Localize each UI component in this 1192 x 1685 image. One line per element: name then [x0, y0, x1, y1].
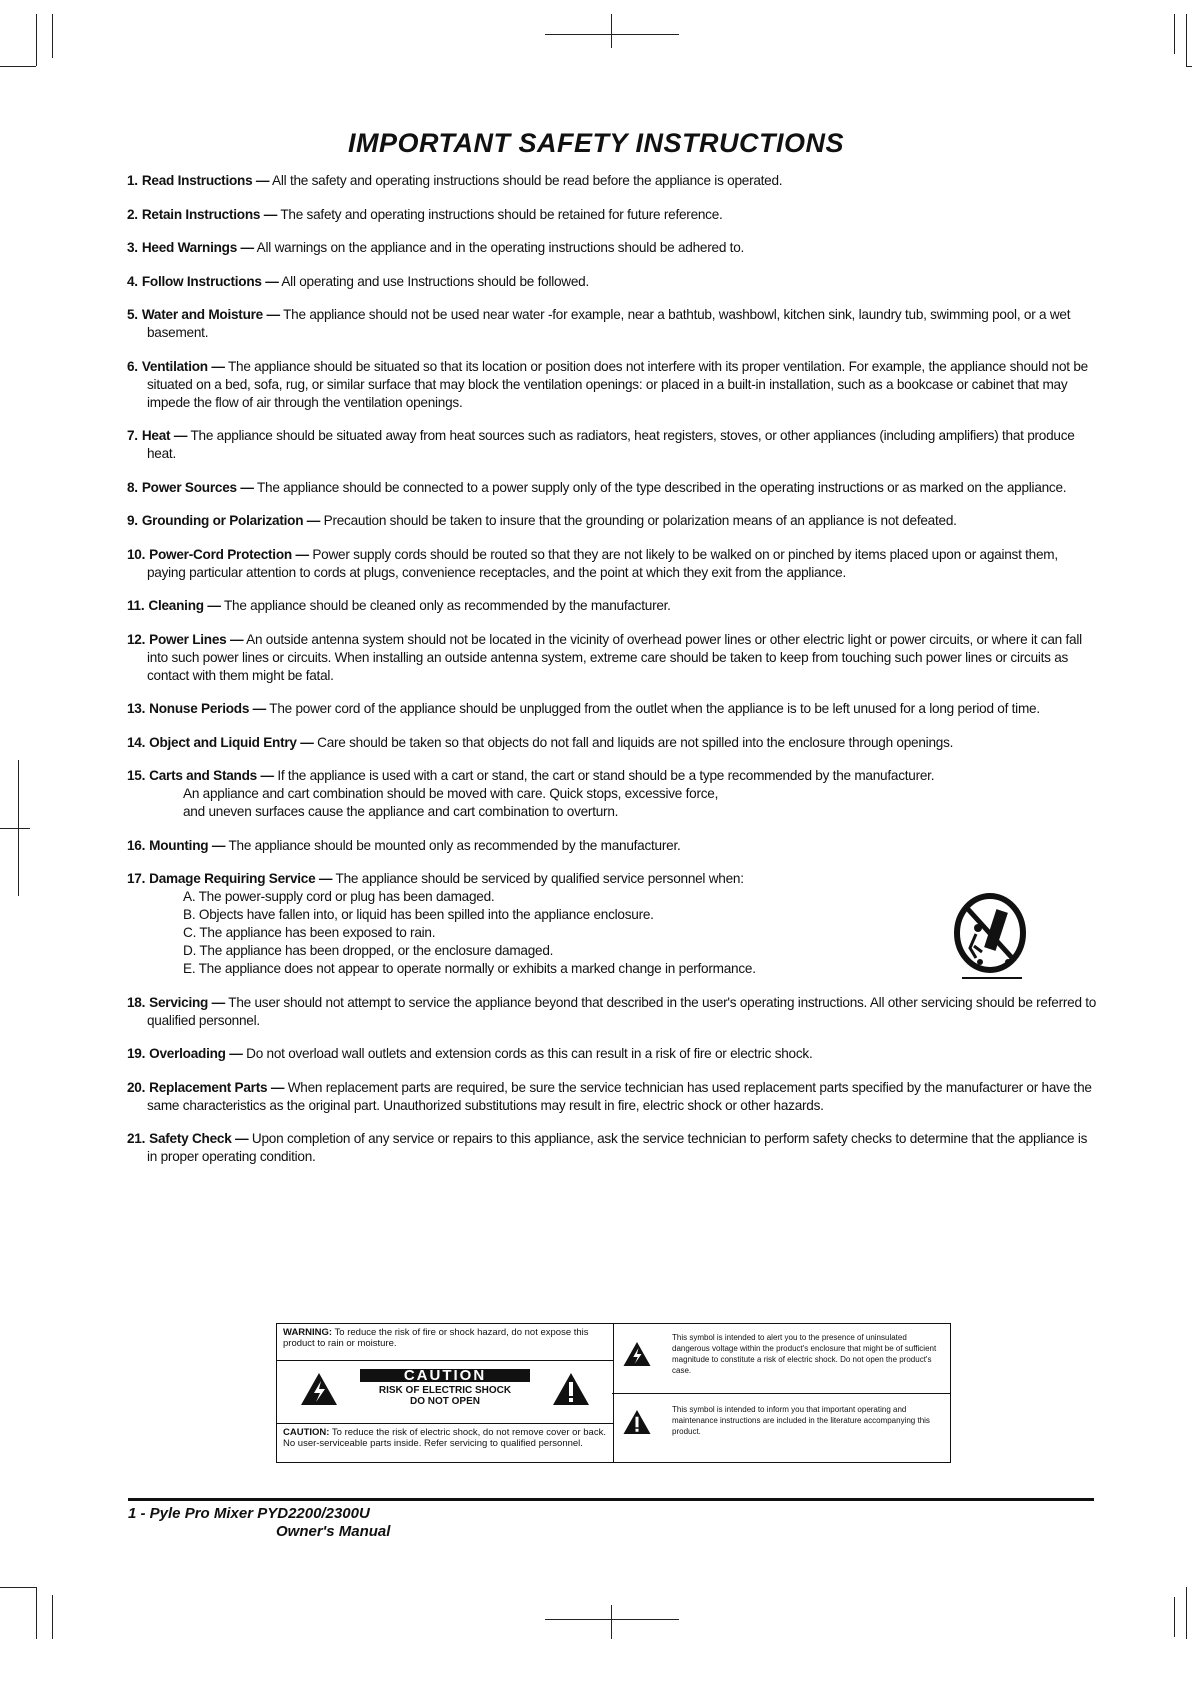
instruction-item — [127, 172, 1097, 190]
crop-mark — [545, 1619, 679, 1620]
instruction-list — [127, 172, 1097, 1182]
warning-caution-panel — [276, 1323, 614, 1463]
item-text: The appliance should be serviced by qualified service personnel when: — [332, 871, 744, 886]
crop-mark — [1186, 14, 1187, 66]
crop-mark — [1174, 1597, 1175, 1637]
instruction-item — [127, 512, 1097, 530]
item-text: The appliance should be mounted only as recommended by the manufacturer. — [225, 837, 681, 853]
instruction-item — [127, 479, 1097, 497]
item-number: 2. — [127, 206, 138, 222]
item-heading: Water and Moisture — — [141, 307, 280, 322]
item-heading: Mounting — — [149, 837, 226, 853]
item-number: 10. — [127, 546, 146, 562]
item-heading: Grounding or Polarization — — [141, 513, 321, 528]
item-number: 20. — [127, 1079, 146, 1095]
crop-mark — [52, 14, 53, 58]
item-sublist — [147, 785, 1097, 821]
instruction-item — [127, 700, 1097, 718]
item-number: 7. — [127, 428, 138, 443]
instruction-item — [127, 837, 1097, 855]
lightning-triangle-icon — [622, 1340, 652, 1368]
exclamation-triangle-icon — [622, 1408, 652, 1436]
item-heading: Safety Check — — [149, 1131, 249, 1146]
item-heading: Power-Cord Protection — — [149, 546, 309, 562]
page-title: IMPORTANT SAFETY INSTRUCTIONS — [347, 128, 845, 158]
instruction-item — [127, 994, 1097, 1030]
item-text: An outside antenna system should not be located in the vicinity of overhead power lines or other electric light or power circuits, or where it can fall into such power lines or circuits. When installing an outside antenna system, extreme care should be taken to keep from touching such power lines or circuits as contact with them might be fatal. — [147, 631, 1082, 683]
instruction-item — [127, 306, 1097, 342]
item-text: The power cord of the appliance should be unplugged from the outlet when the appliance is to be left unused for a long period of time. — [266, 701, 1040, 716]
item-number: 17. — [127, 871, 146, 886]
item-text: The user should not attempt to service the appliance beyond that described in the user's operating instructions. All other servicing should be referred to qualified personnel. — [147, 994, 1097, 1028]
risk-line1: RISK OF ELECTRIC SHOCK — [378, 1385, 512, 1396]
symbol2-text: This symbol is intended to inform you that important operating and maintenance instructions are included in the literature accompanying this product. — [672, 1405, 930, 1436]
item-heading: Power Lines — — [149, 631, 244, 647]
instruction-item — [127, 239, 1097, 257]
item-number: 14. — [127, 734, 146, 750]
item-heading: Follow Instructions — — [141, 273, 279, 289]
item-heading: Ventilation — — [141, 358, 225, 374]
item-text: Care should be taken so that objects do not fall and liquids are not spilled into the enclosure through openings. — [313, 734, 954, 750]
item-text: The appliance should be situated away from heat sources such as radiators, heat registers, stoves, or other appliances (including amplifiers) that produce heat. — [147, 428, 1075, 461]
crop-mark — [0, 828, 30, 829]
crop-mark — [1174, 14, 1175, 54]
item-heading: Heed Warnings — — [141, 240, 254, 255]
instruction-item — [127, 1079, 1097, 1115]
item-heading: Power Sources — — [141, 479, 254, 495]
crop-mark — [0, 1587, 36, 1588]
item-number: 1. — [127, 173, 138, 188]
warning-text: WARNING: To reduce the risk of fire or shock hazard, do not expose this product to rain or moisture. — [277, 1324, 613, 1361]
sub-item: and uneven surfaces cause the appliance and cart combination to overturn. — [183, 804, 619, 819]
footer-line2: Owner's Manual — [276, 1523, 391, 1540]
sub-item: C. The appliance has been exposed to rain. — [183, 925, 436, 940]
item-number: 9. — [127, 513, 138, 528]
sub-item: B. Objects have fallen into, or liquid has been spilled into the appliance enclosure. — [183, 907, 654, 922]
crop-mark — [36, 14, 37, 66]
caution-text: CAUTION: To reduce the risk of electric shock, do not remove cover or back. No user-serviceable parts inside. Refer servicing to qualified personnel. — [283, 1427, 606, 1449]
item-text: Power supply cords should be routed so that they are not likely to be walked on or pinched by items placed upon or against them, paying particular attention to cords at plugs, convenience receptacles, and the point at which they exit from the appliance. — [147, 546, 1058, 580]
item-number: 13. — [127, 701, 146, 716]
item-text: When replacement parts are required, be sure the service technician has used replacement parts specified by the manufacturer or have the same characteristics as the original part. Unauthorized substitutions may result in fire, electric shock or other hazards. — [147, 1079, 1092, 1113]
item-text: Upon completion of any service or repairs to this appliance, ask the service technician to perform safety checks to determine that the appliance is in proper operating condition. — [147, 1131, 1088, 1164]
symbol-explanation-panel — [612, 1323, 951, 1463]
instruction-item — [127, 546, 1097, 582]
item-text: The safety and operating instructions should be retained for future reference. — [277, 206, 723, 222]
instruction-item — [127, 631, 1097, 685]
item-number: 6. — [127, 358, 138, 374]
instruction-item — [127, 1130, 1097, 1166]
instruction-item — [127, 597, 1097, 615]
item-number: 15. — [127, 768, 146, 783]
item-number: 12. — [127, 631, 146, 647]
caution-label-area — [277, 1361, 613, 1424]
instruction-item — [127, 1045, 1097, 1063]
item-number: 11. — [127, 598, 145, 613]
sub-item: D. The appliance has been dropped, or the enclosure damaged. — [183, 943, 554, 958]
crop-mark — [36, 1587, 37, 1639]
sub-item: A. The power-supply cord or plug has been damaged. — [183, 889, 495, 904]
item-text: Do not overload wall outlets and extension cords as this can result in a risk of fire or electric shock. — [242, 1046, 813, 1061]
instruction-item — [127, 767, 1097, 821]
item-text: The appliance should be cleaned only as recommended by the manufacturer. — [220, 598, 671, 613]
item-heading: Damage Requiring Service — — [149, 871, 333, 886]
caution-label: CAUTION — [360, 1369, 530, 1382]
crop-mark — [18, 760, 19, 896]
crop-mark — [611, 14, 612, 48]
item-heading: Retain Instructions — — [141, 206, 278, 222]
item-number: 19. — [127, 1046, 146, 1061]
instruction-item — [127, 206, 1097, 224]
instruction-item — [127, 358, 1097, 412]
risk-line2: DO NOT OPEN — [409, 1396, 480, 1407]
instruction-item — [127, 427, 1097, 463]
item-heading: Overloading — — [149, 1046, 243, 1061]
sub-item: An appliance and cart combination should be moved with care. Quick stops, excessive force, — [183, 786, 719, 801]
item-text: Precaution should be taken to insure that the grounding or polarization means of an appliance is not defeated. — [320, 513, 957, 528]
tip-over-cart-icon — [952, 890, 1028, 994]
crop-mark — [1186, 1587, 1187, 1639]
item-number: 21. — [127, 1131, 146, 1146]
item-number: 4. — [127, 273, 138, 289]
item-text: The appliance should not be used near water -for example, near a bathtub, washbowl, kitchen sink, laundry tub, swimming pool, or a wet basement. — [147, 307, 1071, 340]
symbol1-text: This symbol is intended to alert you to the presence of uninsulated dangerous voltage within the product's enclosure that might be of sufficient magnitude to constitute a risk of electric shock. Do not open the product's case. — [672, 1333, 937, 1375]
item-heading: Read Instructions — — [141, 173, 270, 188]
crop-mark — [52, 1595, 53, 1639]
item-number: 3. — [127, 240, 138, 255]
item-heading: Heat — — [141, 428, 188, 443]
item-text: The appliance should be connected to a power supply only of the type described in the operating instructions or as marked on the appliance. — [253, 479, 1067, 495]
item-number: 8. — [127, 479, 138, 495]
sub-item: E. The appliance does not appear to operate normally or exhibits a marked change in performance. — [183, 961, 756, 976]
item-number: 18. — [127, 994, 146, 1010]
item-heading: Nonuse Periods — — [149, 701, 267, 716]
crop-mark — [0, 66, 36, 67]
item-heading: Cleaning — — [148, 598, 221, 613]
item-text: All operating and use Instructions should be followed. — [278, 273, 590, 289]
exclamation-triangle-icon — [551, 1371, 591, 1407]
instruction-item — [127, 273, 1097, 291]
item-number: 5. — [127, 307, 138, 322]
item-text: The appliance should be situated so that its location or position does not interfere with its proper ventilation. For example, the appliance should not be situated on a bed, sofa, rug, or similar surface that may block the ventilation openings: or placed in a built-in installation, such as a bookcase or cabinet that may impede the flow of air through the ventilation openings. — [147, 358, 1088, 410]
crop-mark — [611, 1605, 612, 1639]
item-text: If the appliance is used with a cart or stand, the cart or stand should be a type recommended by the manufacturer. — [273, 768, 935, 783]
item-text: All warnings on the appliance and in the operating instructions should be adhered to. — [253, 240, 745, 255]
item-heading: Carts and Stands — — [149, 768, 274, 783]
item-heading: Replacement Parts — — [149, 1079, 285, 1095]
item-number: 16. — [127, 837, 146, 853]
crop-mark — [1186, 66, 1192, 67]
footer-line1: 1 - Pyle Pro Mixer PYD2200/2300U — [128, 1505, 370, 1522]
item-text: All the safety and operating instructions should be read before the appliance is operated. — [269, 173, 783, 188]
instruction-item — [127, 734, 1097, 752]
item-heading: Object and Liquid Entry — — [149, 734, 314, 750]
footer-rule — [128, 1498, 1094, 1501]
item-heading: Servicing — — [149, 994, 225, 1010]
crop-mark — [545, 34, 679, 35]
